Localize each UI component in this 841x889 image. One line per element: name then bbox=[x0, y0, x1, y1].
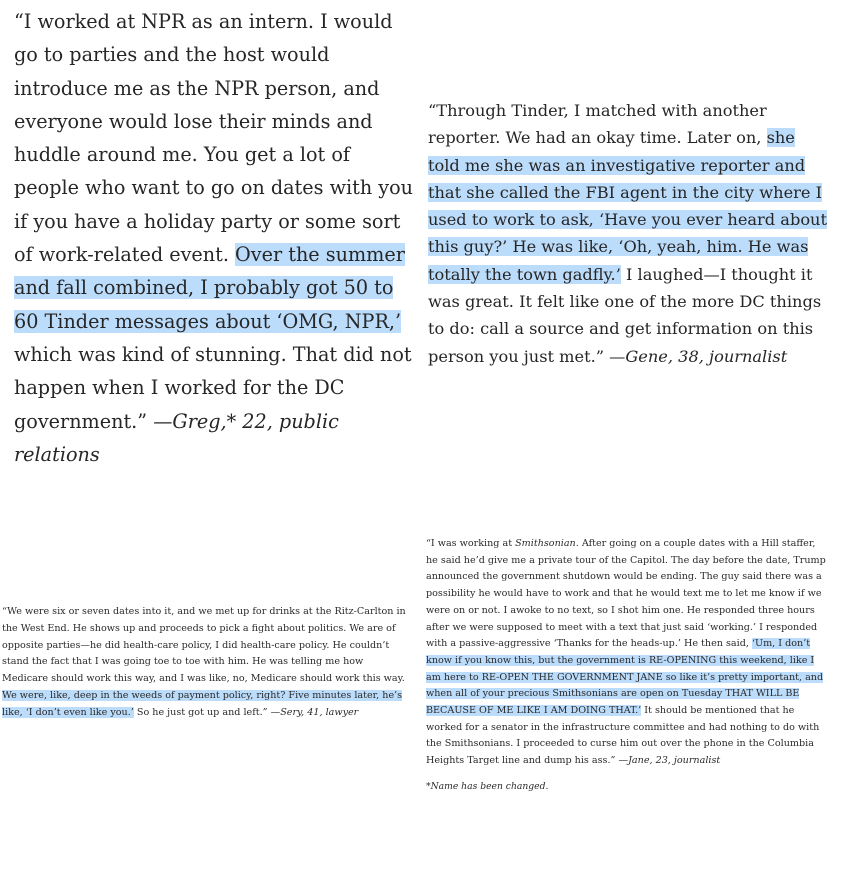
highlighted-text[interactable]: she told me she was an investigative reporter and that she called the FBI agent in the city where I used to work to ask, ‘Have you ever heard about this guy?’ He was like, ‘Oh, yeah, him. He was totally the town gadfly.’ bbox=[428, 128, 827, 284]
quote-jane bbox=[426, 536, 828, 770]
quote-gene bbox=[428, 97, 828, 370]
footnote: *Name has been changed. bbox=[426, 781, 549, 792]
quote-text: “We were six or seven dates into it, and we met up for drinks at the Ritz-Carlton in the West End. He shows up and proceeds to pick a fight about politics. We are of opposite parties—he did health-care policy, I did health-care policy. He couldn’t stand the fact that I was going toe to toe with him. He was telling me how Medicare should work this way, and I was like, no, Medicare should work this way. bbox=[2, 606, 406, 685]
quote-greg bbox=[14, 5, 414, 471]
attribution: —Gene, 38, journalist bbox=[609, 346, 788, 366]
quote-text: So he just got up and left.” bbox=[133, 706, 271, 718]
quote-text: It should be mentioned that he worked for a senator in the infrastructure committee and had nothing to do with the Smithsonians. I proceeded to curse him out over the phone in the Columbia Heights Target line and dump his ass.” bbox=[426, 705, 820, 767]
quote-text: “Through Tinder, I matched with another reporter. We had an okay time. Later on, bbox=[428, 101, 767, 148]
highlighted-text[interactable]: We were, like, deep in the weeds of payment policy, right? Five minutes later, he’s like, ‘I don’t even like you.’ bbox=[2, 689, 403, 718]
quote-text: I laughed—I thought it was great. It felt like one of the more DC things to do: call a source and get information on this person you just met.” bbox=[428, 264, 822, 366]
quote-text: which was kind of stunning. That did not happen when I worked for the DC government.” bbox=[14, 342, 412, 433]
quote-text: “I worked at NPR as an intern. I would go to parties and the host would introduce me as the NPR person, and everyone would lose their minds and huddle around me. You get a lot of people who want to go on dates with you if you have a holiday party or some sort of work-related event. bbox=[14, 10, 414, 267]
publication-name: Smithsonian bbox=[515, 538, 576, 549]
highlighted-text[interactable]: Over the summer and fall combined, I probably got 50 to 60 Tinder messages about ‘OMG, NPR,’ bbox=[14, 243, 405, 333]
quote-sery bbox=[2, 604, 410, 722]
attribution: —Jane, 23, journalist bbox=[618, 755, 721, 767]
quote-text: . After going on a couple dates with a Hill staffer, he said he’d give me a private tour of the Capitol. The day before the date, Trump announced the government shutdown would be ending. The guy said there was a possibility he would have to work and that he would text me to let me know if we were on or not. I awoke to no text, so I shot him one. He responded three hours after we were supposed to meet with a text that just said ‘working.’ I responded with a passive-aggressive ‘Thanks for the heads-up.’ He then said, bbox=[426, 538, 826, 650]
attribution: —Greg,* 22, public relations bbox=[14, 409, 339, 466]
quote-text: “I was working at bbox=[426, 538, 516, 549]
highlighted-text[interactable]: ‘Um, I don’t know if you know this, but the government is RE-OPENING this weekend, like I am here to RE-OPEN THE GOVERNMENT JANE so like it’s pretty important, and when all of your precious Smithsonians are open on Tuesday THAT WILL BE BECAUSE OF ME LIKE I AM DOING THAT.’ bbox=[426, 638, 824, 717]
attribution: —Sery, 41, lawyer bbox=[270, 706, 359, 718]
